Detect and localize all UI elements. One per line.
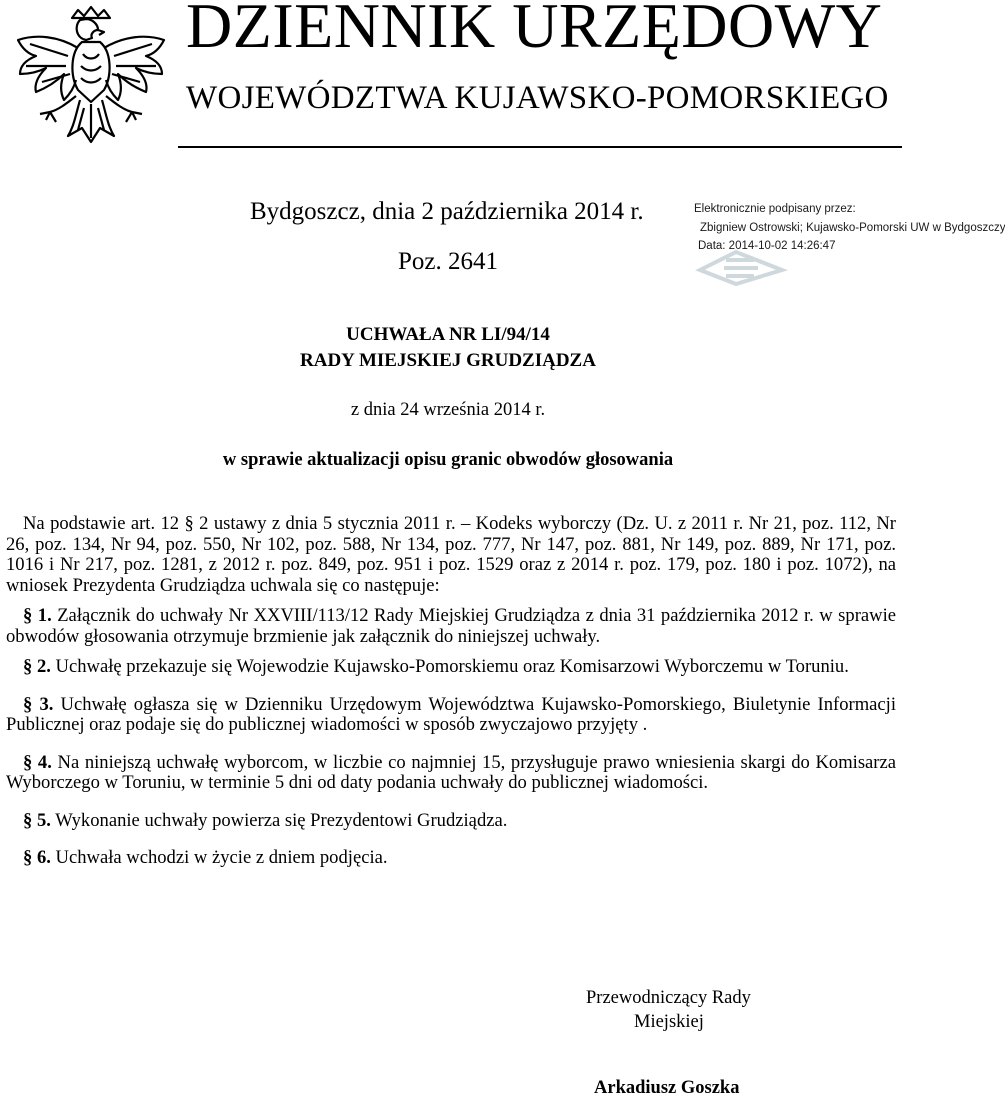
resolution-body bbox=[6, 514, 896, 869]
section-text: Na niniejszą uchwałę wyborcom, w liczbie co najmniej 15, przysługuje prawo wniesienia skargi do Komisarza Wyborczego w Toruniu, w terminie 5 dni od daty podania uchwały do publicznej wiadomości. bbox=[6, 751, 897, 793]
gazette-title: DZIENNIK URZĘDOWY bbox=[186, 0, 883, 61]
e-signature-logo-icon bbox=[696, 248, 786, 286]
section-number: § 3. bbox=[23, 693, 54, 715]
signature-label: Elektronicznie podpisany przez: bbox=[694, 203, 856, 215]
resolution-subject: w sprawie aktualizacji opisu granic obwodów głosowania bbox=[222, 450, 674, 470]
section-text: Załącznik do uchwały Nr XXVIII/113/12 Rady Miejskiej Grudziądza z dnia 31 października 2012 r. w sprawie obwodów głosowania otrzymuje brzmienie jak załącznik do niniejszej uchwały. bbox=[6, 605, 897, 647]
signatory-name: Arkadiusz Goszka bbox=[594, 1078, 740, 1098]
section-5 bbox=[6, 811, 896, 832]
section-1 bbox=[6, 606, 896, 647]
signature-date: Data: 2014-10-02 14:26:47 bbox=[698, 240, 836, 252]
resolution-date: z dnia 24 września 2014 r. bbox=[350, 400, 546, 420]
section-number: § 5. bbox=[23, 809, 51, 831]
signatory-role-line2: Miejskiej bbox=[634, 1012, 704, 1032]
section-text: Wykonanie uchwały powierza się Prezydentowi Grudziądza. bbox=[55, 809, 508, 831]
section-number: § 2. bbox=[23, 656, 51, 677]
position-number: Poz. 2641 bbox=[398, 248, 498, 275]
section-number: § 4. bbox=[23, 751, 52, 773]
electronic-signature-stamp bbox=[688, 198, 1005, 290]
section-6 bbox=[6, 848, 896, 869]
place-and-date: Bydgoszcz, dnia 2 października 2014 r. bbox=[250, 198, 644, 225]
section-number: § 1. bbox=[23, 605, 52, 626]
section-2 bbox=[6, 657, 896, 678]
section-3 bbox=[6, 695, 896, 736]
preamble: Na podstawie art. 12 § 2 ustawy z dnia 5 stycznia 2011 r. – Kodeks wyborczy (Dz. U. z 2011 r. Nr 21, poz. 112, Nr 26, poz. 134, Nr 94, poz. 550, Nr 102, poz. 588, Nr 134, poz. 777, Nr 147, poz. 881, Nr 149, poz. 889, Nr 171, poz. 1016 i Nr 217, poz. 1281, z 2012 r. poz. 849, poz. 951 i poz. 1529 oraz z 2014 r. poz. 179, poz. 180 i poz. 1072), na wniosek Prezydenta Grudziądza uchwala się co następuje: bbox=[6, 513, 896, 596]
header-divider bbox=[178, 146, 902, 148]
signatory-role-line1: Przewodniczący Rady bbox=[586, 988, 751, 1008]
section-text: Uchwałę ogłasza się w Dzienniku Urzędowym Województwa Kujawsko-Pomorskiego, Biuletynie Informacji Publicznej oraz podaje się do publicznej wiadomości w sposób zwyczajowo przyjęty . bbox=[6, 693, 896, 735]
section-text: Uchwałę przekazuje się Wojewodzie Kujawsko-Pomorskiemu oraz Komisarzowi Wyborczemu w Toruniu. bbox=[55, 656, 849, 677]
resolution-number: UCHWAŁA NR LI/94/14 bbox=[346, 324, 550, 345]
section-number: § 6. bbox=[23, 847, 51, 868]
gazette-subtitle: WOJEWÓDZTWA KUJAWSKO-POMORSKIEGO bbox=[186, 80, 889, 116]
section-4 bbox=[6, 753, 896, 794]
signature-signer: Zbigniew Ostrowski; Kujawsko-Pomorski UW w Bydgoszczy bbox=[700, 222, 1005, 234]
polish-eagle-icon bbox=[6, 4, 176, 159]
council-name: RADY MIEJSKIEJ GRUDZIĄDZA bbox=[300, 350, 596, 371]
section-text: Uchwała wchodzi w życie z dniem podjęcia. bbox=[55, 847, 388, 868]
